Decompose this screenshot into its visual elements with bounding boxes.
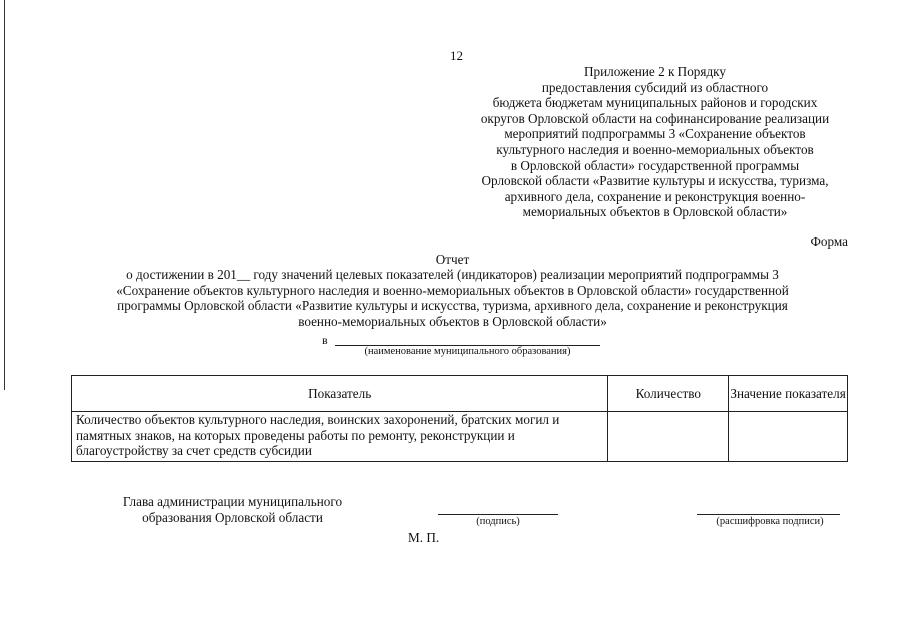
header-value: Значение показателя [729,376,848,412]
municipality-prefix: в [322,333,328,347]
appendix-line: Приложение 2 к Порядку [584,64,726,79]
form-label: Форма [810,234,848,249]
signature-decoding-caption: (расшифровка подписи) [716,516,824,527]
page-margin-rule [4,0,5,390]
table-row [72,412,848,462]
appendix-line: мемориальных объектов в Орловской области» [522,204,788,220]
report-line: «Сохранение объектов культурного наследия и военно-мемориальных объектов в Орловской области» государственной [116,282,789,298]
appendix-line: округов Орловской области на софинансирование реализации [480,110,830,126]
cell-value[interactable] [729,412,848,462]
report-line: военно-мемориальных объектов в Орловской области» [298,313,607,329]
appendix-line: бюджета бюджетам муниципальных районов и городских [492,95,818,111]
stamp-place-label: М. П. [408,530,440,545]
signature-blank-line[interactable] [438,514,558,515]
page-number: 12 [450,48,463,63]
signatory-title-line: Глава администрации муниципального [122,494,343,509]
report-subject [40,267,865,329]
report-title: Отчет [435,252,470,267]
municipality-caption: (наименование муниципального образования) [364,346,571,357]
table-header-row [72,376,848,412]
report-line: программы Орловской области «Развитие культуры и искусства, туризма, архивного дела, сохранение и реконструкция [117,298,788,314]
cell-quantity[interactable] [608,412,729,462]
appendix-header [440,64,870,220]
appendix-line: архивного дела, сохранение и реконструкция военно- [504,188,806,204]
appendix-line: предоставления субсидий из областного [541,79,769,95]
signature-caption: (подпись) [476,516,520,527]
cell-indicator: Количество объектов культурного наследия, воинских захоронений, братских могил и памятных знаков, на которых проведены работы по ремонту, реконструкции и благоустройству за счет средств субсидии [72,412,608,462]
signatory-title-line: образования Орловской области [142,510,323,525]
appendix-line: мероприятий подпрограммы 3 «Сохранение объектов [504,126,806,142]
appendix-line: Орловской области «Развитие культуры и искусства, туризма, [481,173,829,189]
header-indicator: Показатель [72,376,608,412]
header-quantity: Количество [608,376,729,412]
signature-decoding-blank-line[interactable] [697,514,840,515]
appendix-line: культурного наследия и военно-мемориальных объектов [496,141,814,157]
appendix-line: в Орловской области» государственной программы [510,157,800,173]
signatory-title [100,494,365,526]
report-line: о достижении в 201__ году значений целевых показателей (индикаторов) реализации мероприятий подпрограммы 3 [126,267,779,282]
indicators-table [71,375,848,462]
